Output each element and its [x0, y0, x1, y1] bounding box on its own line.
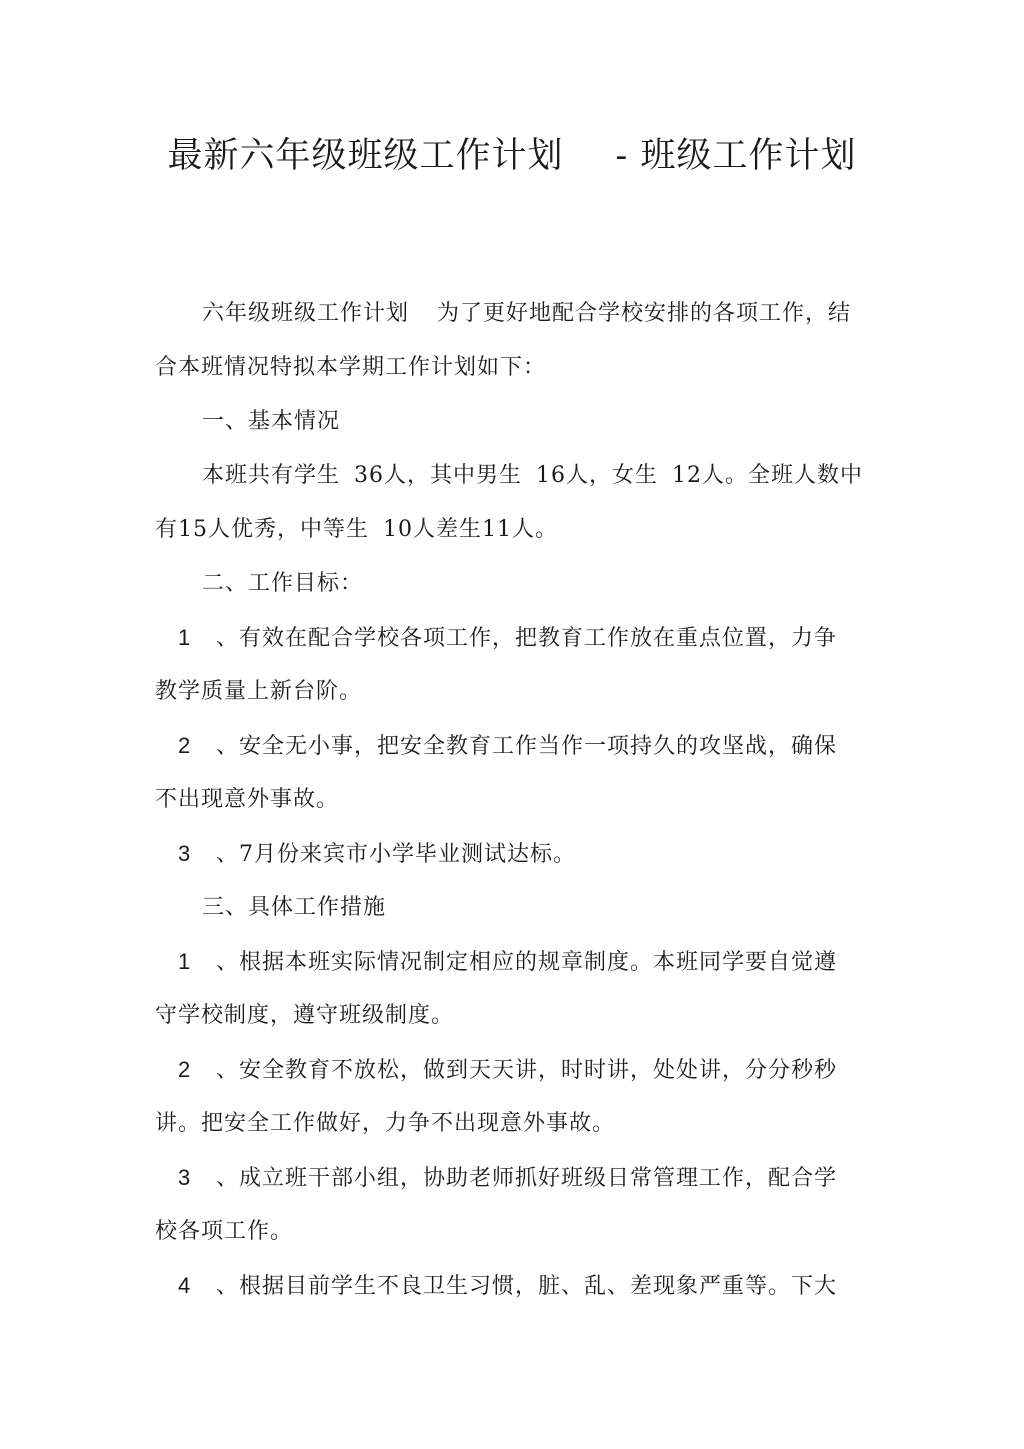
- item-number: 3: [178, 841, 192, 866]
- poor-count: 11: [482, 517, 513, 542]
- measure-item-4: [178, 1270, 837, 1303]
- item-text: 、有效在配合学校各项工作，把教育工作放在重点位置，力争: [216, 626, 838, 651]
- basic-text: 人。: [512, 517, 559, 542]
- month-number: 7: [239, 842, 255, 867]
- basic-text: 本班共有学生: [202, 463, 341, 488]
- goal-item-1: [178, 622, 837, 655]
- item-text: 、成立班干部小组，协助老师抓好班级日常管理工作，配合学: [216, 1166, 838, 1191]
- measure-item-2: [178, 1054, 837, 1087]
- section-heading-measures: 三、具体工作措施: [202, 895, 387, 920]
- item-text: 、根据目前学生不良卫生习惯，脏、乱、差现象严重等。下大: [216, 1274, 838, 1299]
- item-text: 、: [216, 842, 240, 867]
- item-text: 月份来宾市小学毕业测试达标。: [254, 842, 577, 867]
- measure-item-3-cont: 校各项工作。: [155, 1219, 294, 1244]
- basic-line-2: [155, 514, 558, 546]
- boys-count: 16: [536, 463, 567, 488]
- item-text: 、根据本班实际情况制定相应的规章制度。本班同学要自觉遵: [216, 950, 838, 975]
- basic-text: 人。全班人数中: [702, 463, 864, 488]
- excellent-count: 15: [178, 517, 209, 542]
- goal-item-2-cont: 不出现意外事故。: [155, 787, 340, 812]
- basic-text: 人优秀，中等生: [208, 517, 370, 542]
- girls-count: 12: [672, 463, 703, 488]
- basic-text: 人，女生: [566, 463, 659, 488]
- measure-item-1-cont: 守学校制度，遵守班级制度。: [155, 1003, 455, 1028]
- item-text: 、安全无小事，把安全教育工作当作一项持久的攻坚战，确保: [216, 734, 838, 759]
- intro-line-1: [202, 298, 851, 330]
- title-main: 最新六年级班级工作计划: [167, 136, 564, 176]
- item-text: 、安全教育不放松，做到天天讲，时时讲，处处讲，分分秒秒: [216, 1058, 838, 1083]
- intro-lead: 六年级班级工作计划: [202, 301, 410, 326]
- item-number: 2: [178, 1057, 192, 1082]
- section-heading-basic: 一、基本情况: [202, 409, 341, 434]
- item-number: 4: [178, 1273, 192, 1298]
- basic-text: 人，其中男生: [384, 463, 523, 488]
- goal-item-2: [178, 730, 837, 763]
- goal-item-1-cont: 教学质量上新台阶。: [155, 679, 363, 704]
- basic-text: 人差生: [413, 517, 483, 542]
- middle-count: 10: [383, 517, 414, 542]
- student-total: 36: [354, 463, 385, 488]
- measure-item-3: [178, 1162, 837, 1195]
- section-heading-goals: 二、工作目标：: [202, 571, 364, 596]
- goal-item-3: [178, 838, 576, 871]
- item-number: 3: [178, 1165, 192, 1190]
- basic-text: 有: [155, 517, 179, 542]
- title-sub: - 班级工作计划: [615, 136, 857, 176]
- intro-line-1-rest: 为了更好地配合学校安排的各项工作，结: [437, 301, 852, 326]
- item-number: 1: [178, 625, 192, 650]
- measure-item-1: [178, 946, 837, 979]
- document-title: [100, 128, 924, 178]
- basic-line-1: [202, 460, 863, 492]
- measure-item-2-cont: 讲。把安全工作做好，力争不出现意外事故。: [155, 1111, 616, 1136]
- intro-line-2: 合本班情况特拟本学期工作计划如下：: [155, 355, 547, 380]
- item-number: 1: [178, 949, 192, 974]
- item-number: 2: [178, 733, 192, 758]
